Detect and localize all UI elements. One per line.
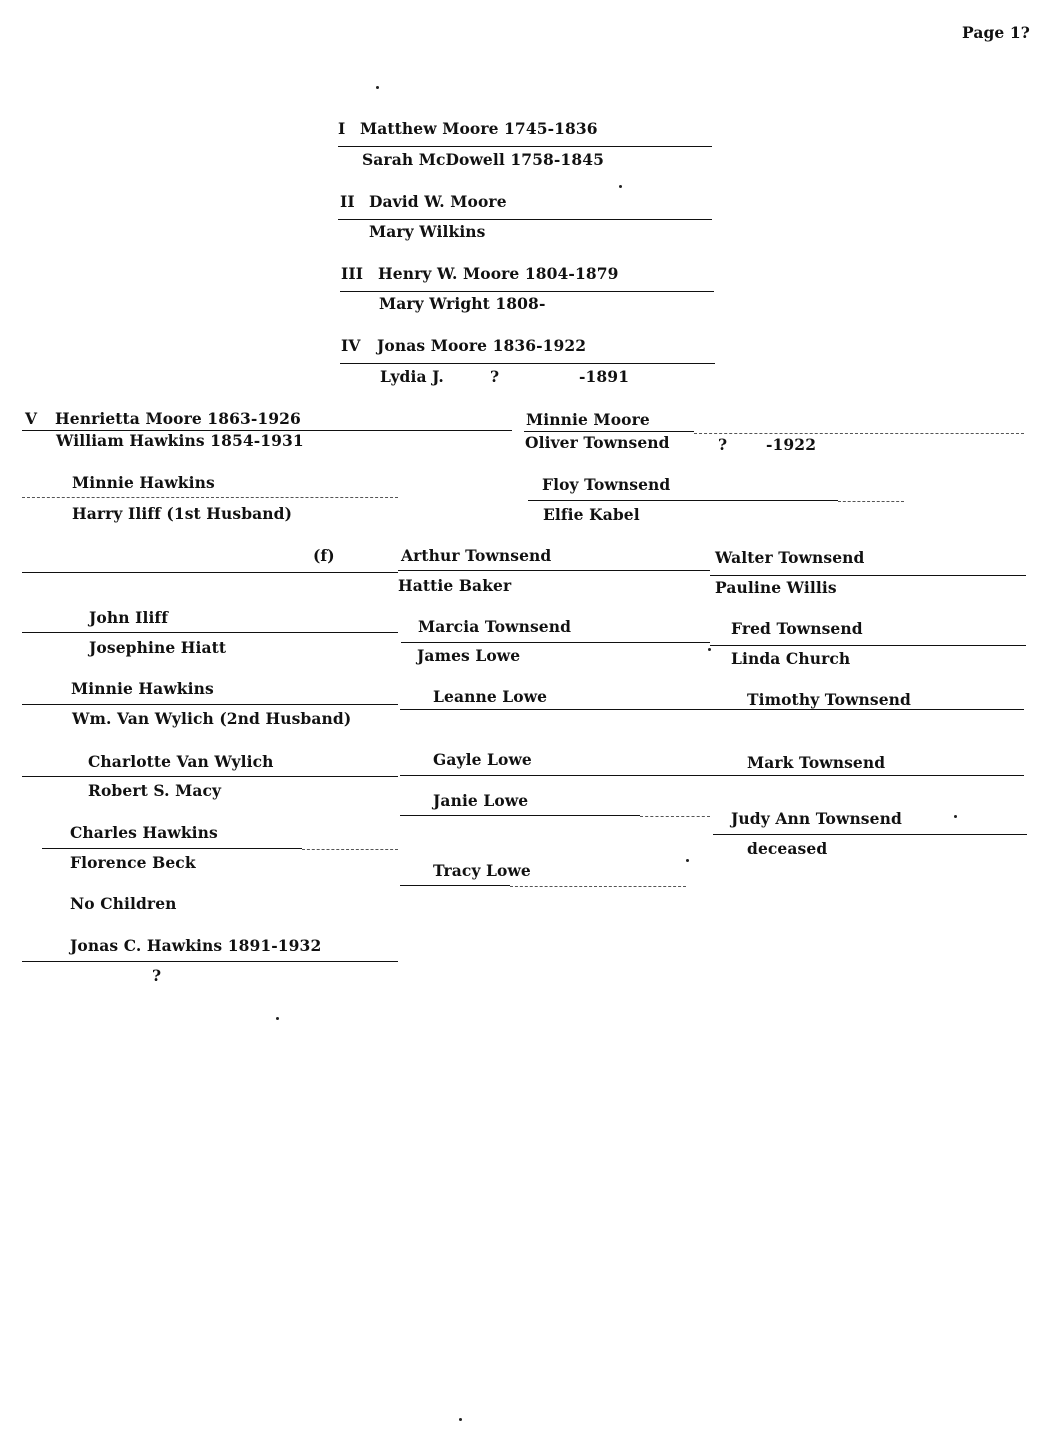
deceased-note: deceased — [747, 839, 828, 858]
ancestor-name: Jonas Moore 1836-1922 — [377, 336, 587, 355]
page-number: Page 1? — [962, 23, 1030, 42]
dashed-line — [302, 849, 398, 850]
townsend-child: Timothy Townsend — [747, 690, 911, 709]
scan-speck — [708, 648, 711, 651]
ancestor-name: Henry W. Moore 1804-1879 — [378, 264, 619, 283]
grandchild-name: Walter Townsend — [715, 548, 865, 567]
grandchild-spouse: Robert S. Macy — [88, 781, 222, 800]
great-grandchild-spouse: Linda Church — [731, 649, 851, 668]
descent-line — [398, 570, 710, 571]
descent-line — [22, 704, 398, 705]
child-name: Minnie Hawkins — [71, 679, 214, 698]
ancestor-spouse: Lydia J. — [380, 367, 444, 386]
scan-speck — [376, 86, 379, 89]
child-name: Minnie Hawkins — [72, 473, 215, 492]
descent-line — [524, 431, 694, 432]
scan-speck — [459, 1418, 462, 1421]
child-spouse-unknown: ? — [152, 966, 162, 985]
descent-line — [338, 219, 712, 220]
ancestor-spouse: William Hawkins 1854-1931 — [56, 431, 304, 450]
child-name: Charles Hawkins — [70, 823, 218, 842]
great-grandchild-spouse: James Lowe — [417, 646, 521, 665]
descent-line — [338, 146, 712, 147]
descent-line — [401, 642, 710, 643]
grandchild-spouse: Hattie Baker — [398, 576, 512, 595]
dashed-line — [694, 433, 1024, 434]
generation-numeral: I — [338, 119, 346, 138]
lowe-child: Leanne Lowe — [433, 687, 548, 706]
child-spouse: Wm. Van Wylich (2nd Husband) — [72, 709, 352, 728]
generation-numeral: V — [25, 409, 38, 428]
child-spouse: Harry Iliff (1st Husband) — [72, 504, 293, 523]
scan-speck — [619, 185, 622, 188]
grandchild-name: John Iliff — [89, 608, 168, 627]
ancestor-spouse-death: -1891 — [579, 367, 630, 386]
descent-line — [710, 575, 1026, 576]
lowe-child: Janie Lowe — [433, 791, 529, 810]
ancestor-name: David W. Moore — [369, 192, 507, 211]
lowe-child: Tracy Lowe — [433, 861, 531, 880]
grandchild-spouse: Pauline Willis — [715, 578, 837, 597]
scan-speck — [686, 859, 689, 862]
ancestor-spouse: Mary Wilkins — [369, 222, 486, 241]
generation-numeral: II — [340, 192, 355, 211]
descent-line — [400, 709, 1024, 710]
ancestor-name: Henrietta Moore 1863-1926 — [55, 409, 301, 428]
townsend-child: Mark Townsend — [747, 753, 886, 772]
descent-line — [710, 645, 1026, 646]
townsend-child: Judy Ann Townsend — [731, 809, 902, 828]
grandchild-name: Charlotte Van Wylich — [88, 752, 274, 771]
child-name: Jonas C. Hawkins 1891-1932 — [70, 936, 322, 955]
generation-numeral: III — [341, 264, 364, 283]
scan-speck — [954, 815, 957, 818]
generation-numeral: IV — [341, 336, 361, 355]
descent-line — [400, 775, 1024, 776]
descent-line — [22, 776, 398, 777]
descent-line — [340, 363, 715, 364]
descent-line — [340, 291, 714, 292]
ancestor-spouse: Mary Wright 1808- — [379, 294, 546, 313]
dashed-line — [640, 816, 710, 817]
ancestor-name: Matthew Moore 1745-1836 — [360, 119, 598, 138]
child-spouse: Florence Beck — [70, 853, 196, 872]
family-name: Minnie Moore — [526, 410, 650, 429]
descent-line — [22, 961, 398, 962]
great-grandchild-name: Fred Townsend — [731, 619, 863, 638]
ancestor-spouse-unknown: ? — [490, 367, 500, 386]
descent-line — [400, 815, 640, 816]
dashed-line — [510, 886, 686, 887]
dashed-line — [22, 497, 398, 498]
lowe-child: Gayle Lowe — [433, 750, 532, 769]
child-name: Floy Townsend — [542, 475, 671, 494]
family-note: No Children — [70, 894, 177, 913]
family-spouse-unknown: ? — [718, 435, 728, 454]
scan-speck — [276, 1017, 279, 1020]
descent-line — [22, 632, 398, 633]
grandchild-name: Arthur Townsend — [401, 546, 552, 565]
great-grandchild-name: Marcia Townsend — [418, 617, 572, 636]
descent-line — [400, 885, 510, 886]
descent-line — [713, 834, 1027, 835]
descent-line — [22, 572, 398, 573]
family-spouse-death: -1922 — [766, 435, 817, 454]
marker: (f) — [313, 546, 335, 565]
family-spouse: Oliver Townsend — [525, 433, 670, 452]
ancestor-spouse: Sarah McDowell 1758-1845 — [362, 150, 604, 169]
child-spouse: Elfie Kabel — [543, 505, 640, 524]
descent-line — [42, 848, 302, 849]
grandchild-spouse: Josephine Hiatt — [89, 638, 227, 657]
dashed-line — [838, 501, 904, 502]
descent-line — [528, 500, 838, 501]
